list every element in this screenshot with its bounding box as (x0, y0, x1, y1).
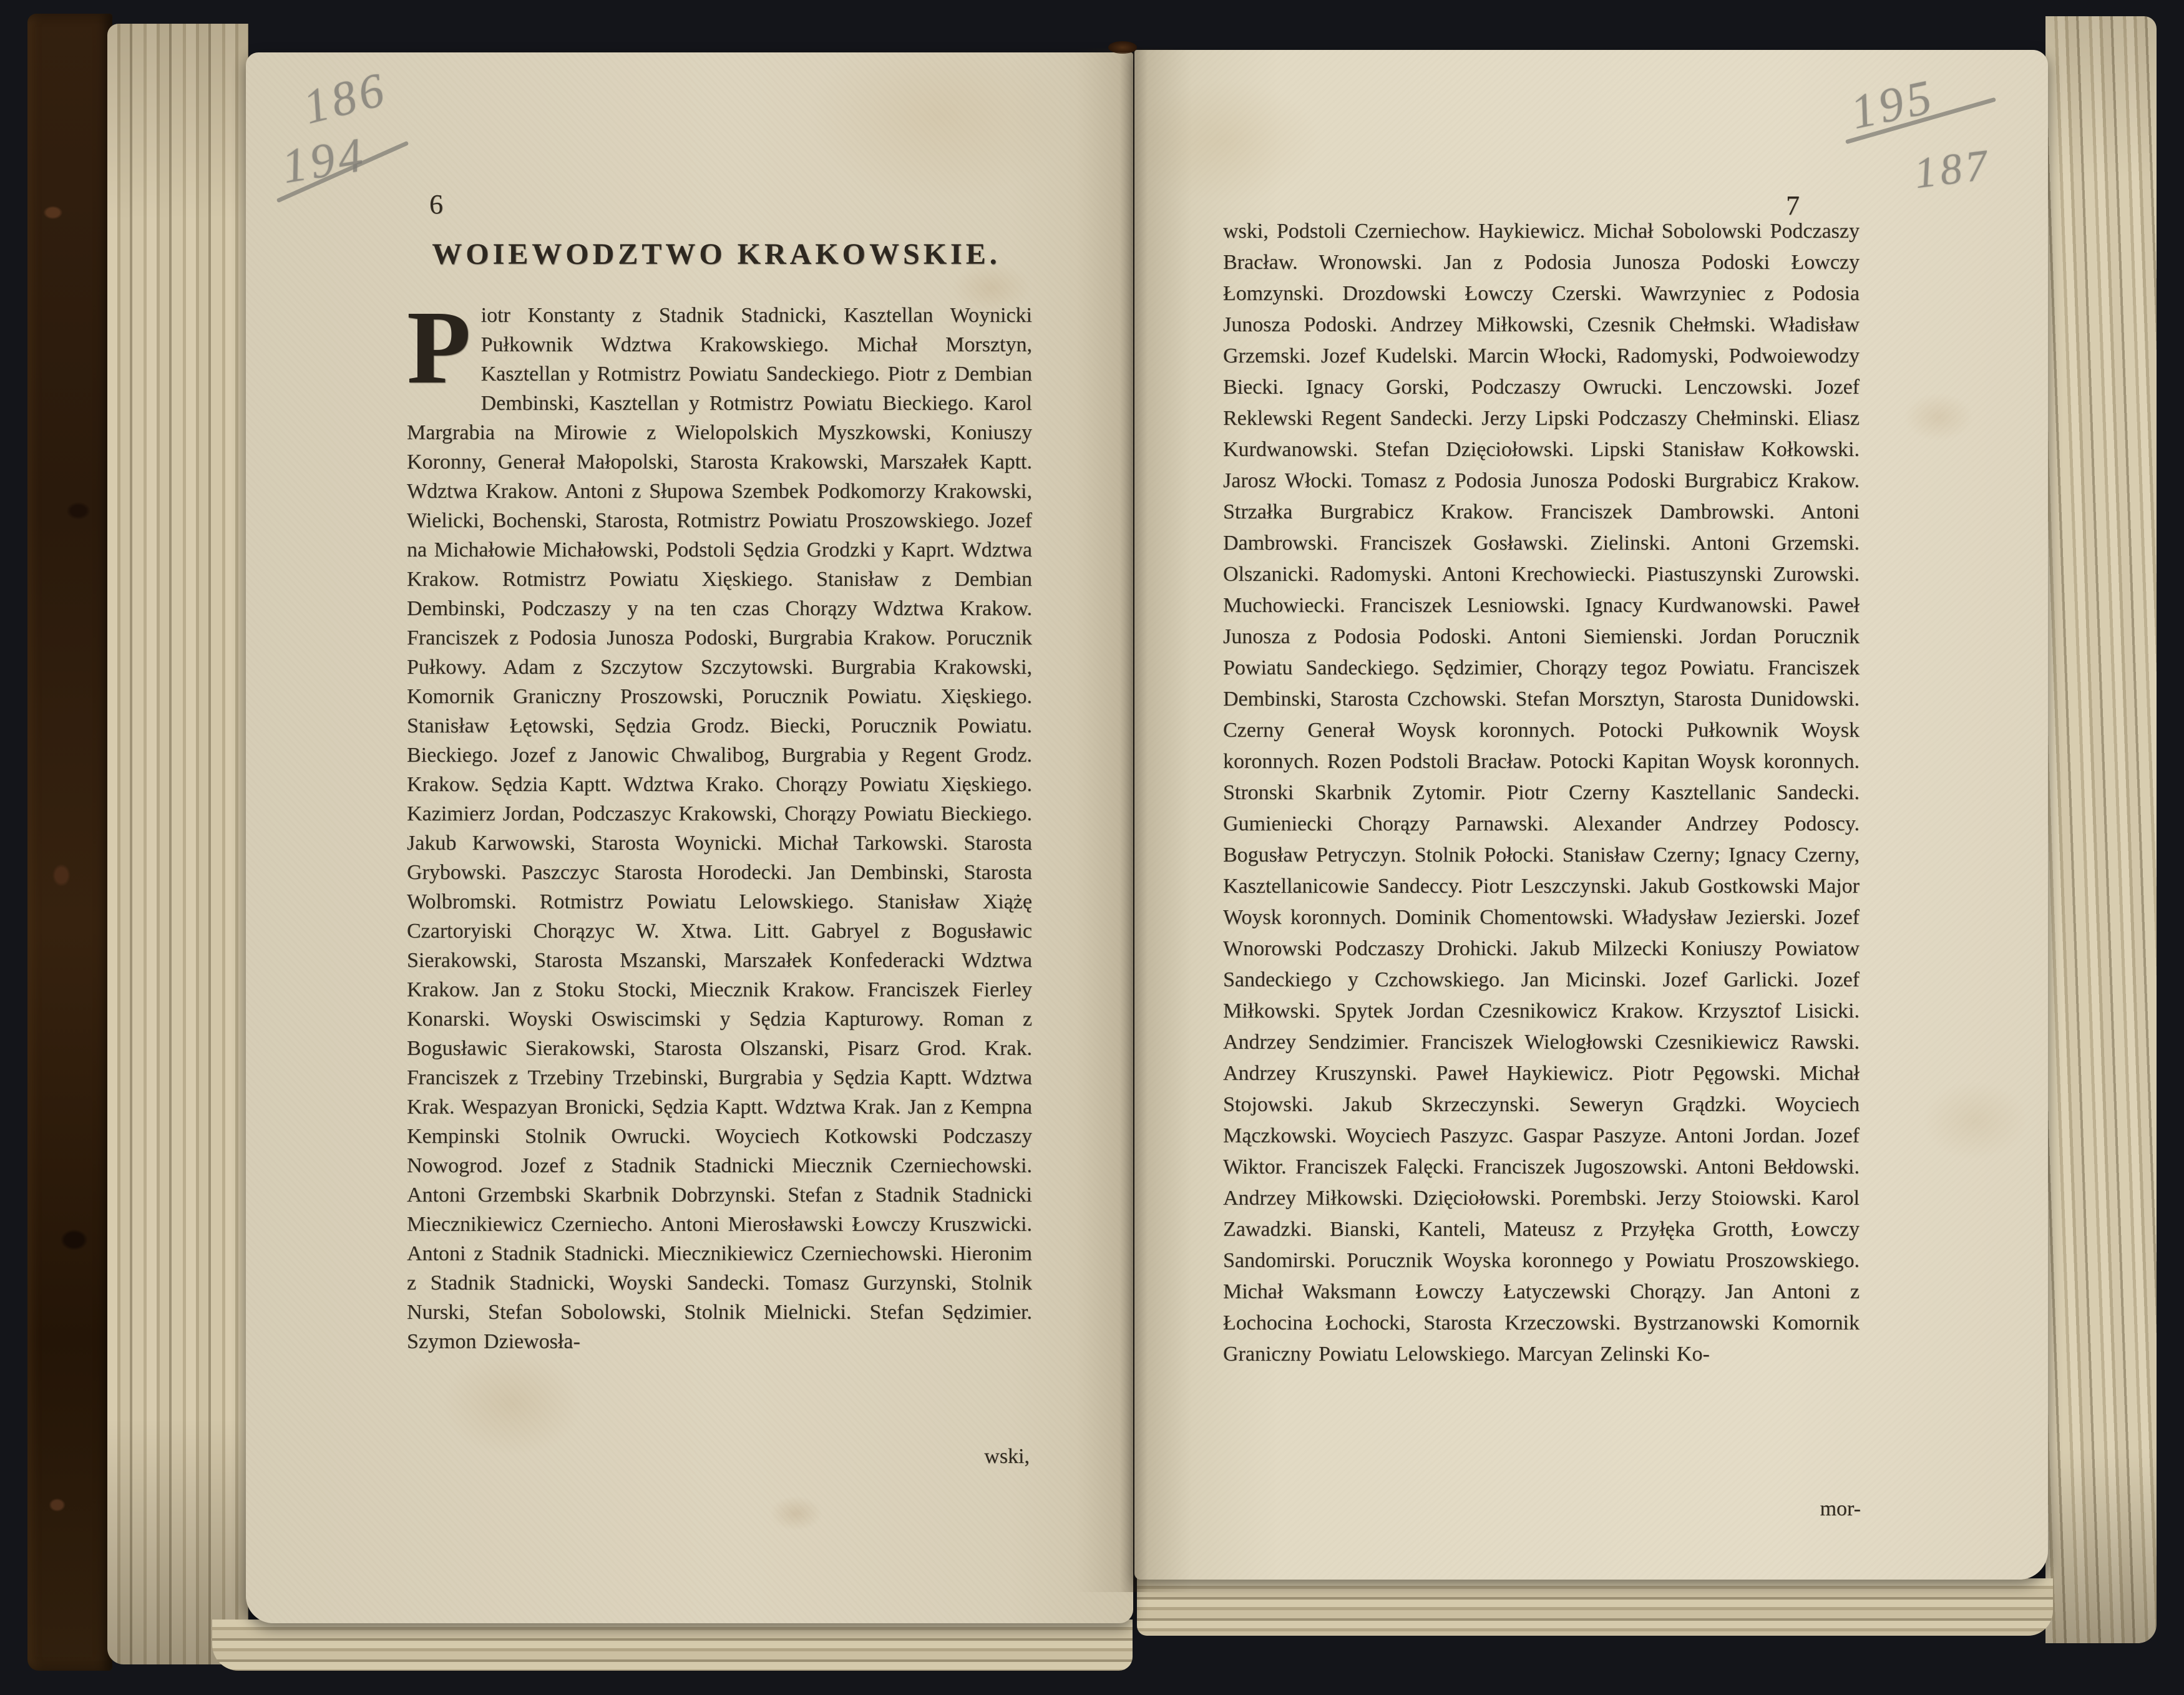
left-page-text: iotr Konstanty z Stadnik Stadnicki, Kasztellan Woynicki Pułkownik Wdztwa Krakowskiego. Michał Morsztyn, Kasztellan y Rotmistrz Powiatu Sandeckiego. Piotr z Dembian Dembinski, Kasztellan y Rotmistrz Powiatu Bieckiego. Karol Margrabia na Mirowie z Wielopolskich Myszkowski, Koniuszy Koronny, Generał Małopolski, Starosta Krakowski, Marszałek Kaptt. Wdztwa Krakow. Antoni z Słupowa Szembek Podkomorzy Krakowski, Wielicki, Bochenski, Starosta, Rotmistrz Powiatu Proszowskiego. Jozef na Michałowie Michałowski, Podstoli Sędzia Grodzki y Kaprt. Wdztwa Krakow. Rotmistrz Powiatu Xięskiego. Stanisław z Dembian Dembinski, Podczaszy y na ten czas Chorązy Wdztwa Krakow. Franciszek z Podosia Junosza Podoski, Burgrabia Krakow. Porucznik Pułkowy. Adam z Szczytow Szczytowski. Burgrabia Krakowski, Komornik Graniczny Proszowski, Porucznik Powiatu. Xięskiego. Stanisław Łętowski, Sędzia Grodz. Biecki, Porucznik Powiatu. Bieckiego. Jozef z Janowic Chwalibog, Burgrabia y Regent Grodz. Krakow. Sędzia Kaptt. Wdztwa Krako. Chorązy Powiatu Xięskiego. Kazimierz Jordan, Podczaszyc Krakowski, Chorązy Powiatu Bieckiego. Jakub Karwowski, Starosta Woynicki. Michał Tarkowski. Starosta Grybowski. Paszczyc Starosta Horodecki. Jan Dembinski, Starosta Wolbromski. Rotmistrz Powiatu Lelowskiego. Stanisław Xiążę Czartoryiski Chorązyc W. Xtwa. Litt. Gabryel z Bogusławic Sierakowski, Starosta Mszanski, Marszałek Konfederacki Wdztwa Krakow. Jan z Stoku Stocki, Miecznik Krakow. Franciszek Fierley Konarski. Woyski Oswiscimski y Sędzia Kapturowy. Roman z Bogusławic Sierakowski, Starosta Olszanski, Pisarz Grod. Krak. Franciszek z Trzebiny Trzebinski, Burgrabia y Sędzia Kaptt. Wdztwa Krak. Wespazyan Bronicki, Sędzia Kaptt. Wdztwa Krak. Jan z Kempna Kempinski Stolnik Owrucki. Woyciech Kotkowski Podczaszy Nowogrod. Jozef z Stadnik Stadnicki Miecznik Czerniechowski. Antoni Grzembski Skarbnik Dobrzynski. Stefan z Stadnik Stadnicki Miecznikiewicz Czerniecho. Antoni Mierosławski Łowczy Kruszwicki. Antoni z Stadnik Stadnicki. Miecznikiewicz Czerniechowski. Hieronim z Stadnik Stadnicki, Woyski Sandecki. Tomasz Gurzynski, Stolnik Nurski, Stefan Sobolowski, Stolnik Mielnicki. Stefan Sędzimier. Szymon Dziewosła- (407, 304, 1032, 1353)
pencil-folio-194-crossed: 194 (278, 126, 370, 194)
left-page-edge-stack (107, 24, 248, 1664)
gutter-damage-speck (1108, 41, 1137, 54)
left-page-body (407, 289, 1032, 1356)
right-page-catchword: mor- (1820, 1497, 1861, 1520)
right-page (1134, 50, 2048, 1580)
drop-cap-initial: P (407, 289, 471, 406)
pencil-folio-187: 187 (1911, 140, 1994, 198)
pencil-folio-186: 186 (298, 61, 393, 135)
pencil-folio-195-crossed: 195 (1846, 68, 1940, 140)
right-page-text: wski, Podstoli Czerniechow. Haykiewicz. Michał Sobolowski Podczaszy Bracław. Wronowski. Jan z Podosia Junosza Podoski Łowczy Łomzynski. Drozdowski Łowczy Czerski. Wawrzyniec z Podosia Junosza Podoski. Andrzey Miłkowski, Czesnik Chełmski. Władisław Grzemski. Jozef Kudelski. Marcin Włocki, Radomyski, Podwoiewodzy Biecki. Ignacy Gorski, Podczaszy Owrucki. Lenczowski. Jozef Reklewski Regent Sandecki. Jerzy Lipski Podczaszy Chełminski. Eliasz Kurdwanowski. Stefan Dzięciołowski. Lipski Stanisław Kołkowski. Jarosz Włocki. Tomasz z Podosia Junosza Podoski Burgrabicz Krakow. Strzałka Burgrabicz Krakow. Franciszek Dambrowski. Antoni Dambrowski. Franciszek Gosławski. Zielinski. Antoni Grzemski. Olszanicki. Radomyski. Antoni Krechowiecki. Piastuszynski Zurowski. Muchowiecki. Franciszek Lesniowski. Ignacy Kurdwanowski. Paweł Junosza z Podosia Podoski. Antoni Siemienski. Jordan Porucznik Powiatu Sandeckiego. Sędzimier, Chorązy tegoz Powiatu. Franciszek Dembinski, Starosta Czchowski. Stefan Morsztyn, Starosta Dunidowski. Czerny Generał Woysk koronnych. Potocki Pułkownik Woysk koronnych. Rozen Podstoli Bracław. Potocki Kapitan Woysk koronnych. Stronski Skarbnik Zytomir. Piotr Czerny Kasztellanic Sandecki. Gumieniecki Chorązy Parnawski. Alexander Andrzey Podoscy. Bogusław Petryczyn. Stolnik Połocki. Stanisław Czerny; Ignacy Czerny, Kasztellanicowie Sandeccy. Piotr Leszczynski. Jakub Gostkowski Major Woysk koronnych. Dominik Chomentowski. Władysław Jezierski. Jozef Wnorowski Podczaszy Drohicki. Jakub Milzecki Koniuszy Powiatow Sandeckiego y Czchowskiego. Jan Micinski. Jozef Garlicki. Jozef Miłkowski. Spytek Jordan Czesnikowicz Krakow. Krzysztof Lisicki. Andrzey Sendzimier. Franciszek Wielogłowski Czesnikiewicz Rawski. Andrzey Kruszynski. Paweł Haykiewicz. Piotr Pęgowski. Michał Stojowski. Jakub Skrzeczynski. Seweryn Grądzki. Woyciech Mączkowski. Woyciech Paszyzc. Gaspar Paszyze. Antoni Jordan. Jozef Wiktor. Franciszek Falęcki. Franciszek Jugoszowski. Antoni Bełdowski. Andrzey Miłkowski. Dzięciołowski. Porembski. Jerzy Stoiowski. Karol Zawadzki. Bianski, Kanteli, Mateusz z Przyłęka Grotth, Łowczy Sandomirski. Porucznik Woyska koronnego y Powiatu Proszowskiego. Michał Waksmann Łowczy Łatyczewski Chorązy. Jan Antoni z Łochocina Łochocki, Starosta Krzeczowski. Bystrzanowski Komornik Graniczny Powiatu Lelowskiego. Marcyan Zelinski Ko- (1223, 220, 1860, 1366)
left-page (246, 52, 1133, 1623)
section-heading: WOIEWODZTWO KRAKOWSKIE. (432, 238, 1001, 271)
right-page-edge-stack (2045, 16, 2157, 1643)
book-cover-spine (27, 14, 112, 1671)
right-bottom-page-edges (1137, 1578, 2053, 1636)
page-number-6: 6 (429, 189, 444, 220)
left-bottom-page-edges (212, 1620, 1133, 1671)
left-page-catchword: wski, (984, 1445, 1030, 1468)
right-page-body (1223, 216, 1860, 1370)
page-number-7: 7 (1786, 190, 1801, 221)
